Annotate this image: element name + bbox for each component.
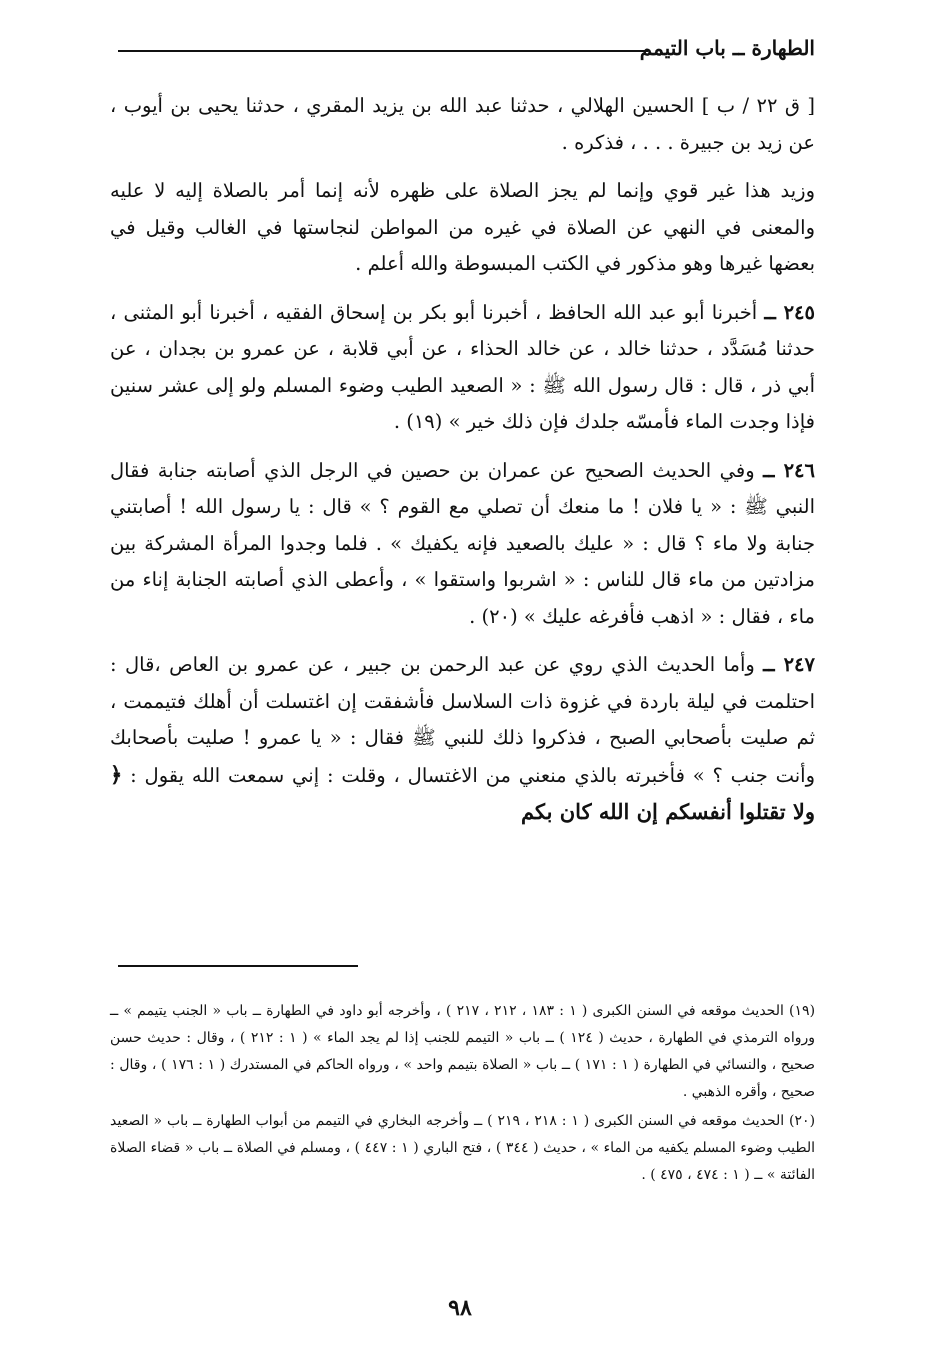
hadith-number: ٢٤٧ ــ — [763, 653, 815, 676]
hadith-245 — [110, 295, 815, 441]
hadith-text: وأما الحديث الذي روي عن عبد الرحمن بن جبير ، عن عمرو بن العاص ،قال : احتلمت في ليلة باردة في غزوة ذات السلاسل فأشفقت إن اغتسلت أن أهلك فتيممت ، ثم صليت بأصحابي الصبح ، فذكروا ذلك للنبي ﷺ فقال : « يا عمرو ! صليت بأصحابك وأنت جنب ؟ » فأخبرته بالذي منعني من الاغتسال ، وقلت : إني سمعت الله يقول : — [110, 653, 816, 787]
footnote-rule — [118, 965, 358, 967]
paragraph-continuation: [ ق ٢٢ / ب ] الحسين الهلالي ، حدثنا عبد الله بن يزيد المقري ، حدثنا يحيى بن أيوب ، عن زيد بن جبيرة . . . ، فذكره . — [110, 94, 815, 154]
running-header — [110, 30, 815, 64]
footnote-20: (٢٠) الحديث موقعه في السنن الكبرى ( ١ : ٢١٨ ، ٢١٩ ) ــ وأخرجه البخاري في التيمم من أبواب الطهارة ــ باب « الصعيد الطيب وضوء المسلم يكفيه من الماء » ، حديث ( ٣٤٤ ) ، فتح الباري ( ١ : ٤٤٧ ) ، ومسلم في الصلاة ــ باب « قضاء الصلاة الفائتة » ــ ( ١ : ٤٧٤ ، ٤٧٥ ) . — [110, 1113, 816, 1183]
page-number: ٩٨ — [448, 1295, 472, 1321]
hadith-247 — [110, 647, 815, 832]
book-page — [110, 30, 815, 1350]
hadith-number: ٢٤٦ ــ — [763, 458, 815, 482]
footnotes — [110, 998, 815, 1191]
hadith-number: ٢٤٥ ــ — [764, 300, 815, 324]
quran-verse: ﴿ ولا تقتلوا أنفسكم إن الله كان بكم — [110, 761, 815, 824]
header-title: الطهارة ــ باب التيمم — [639, 36, 815, 60]
hadith-text: أخبرنا أبو عبد الله الحافظ ، أخبرنا أبو بكر بن إسحاق الفقيه ، أخبرنا أبو المثنى ، حدثنا مُسَدَّد ، حدثنا خالد ، عن خالد الحذاء ، عن أبي قلابة ، عن عمرو بن بجدان ، عن أبي ذر ، قال : قال رسول الله ﷺ : « الصعيد الطيب وضوء المسلم ولو إلى عشر سنين فإذا وجدت الماء فأمسّه جلدك فإن ذلك خير » (١٩) . — [110, 300, 815, 433]
hadith-text: وفي الحديث الصحيح عن عمران بن حصين في الرجل الذي أصابته جنابة فقال النبي ﷺ : « يا فلان ! ما منعك أن تصلي مع القوم ؟ » قال : يا رسول الله ! أصابتني جنابة ولا ماء ؟ قال : « عليك بالصعيد فإنه يكفيك » . فلما وجدوا المرأة المشركة بين مزادتين من ماء قال للناس : « اشربوا واستقوا » ، وأعطى الذي أصابته الجنابة إناء من ماء ، فقال : « اذهب فأفرغه عليك » (٢٠) . — [110, 458, 815, 628]
main-text — [110, 88, 815, 844]
header-rule — [118, 50, 648, 52]
paragraph-commentary: وزيد هذا غير قوي وإنما لم يجز الصلاة على ظهره لأنه إنما أمر بالصلاة إليه لا عليه والمعنى في النهي عن الصلاة في غيره من المواطن لنجاستها في الغالب وقيل في بعضها غيرها وهو مذكور في الكتب المبسوطة والله أعلم . — [110, 179, 815, 275]
footnote-19: (١٩) الحديث موقعه في السنن الكبرى ( ١ : ١٨٣ ، ٢١٢ ، ٢١٧ ) ، وأخرجه أبو داود في الطهارة ــ باب « الجنب يتيمم » ــ ورواه الترمذي في الطهارة ، حديث ( ١٢٤ ) ــ باب « التيمم للجنب إذا لم يجد الماء » ( ١ : ٢١٢ ) ، وقال : حديث حسن صحيح ، والنسائي في الطهارة ( ١ : ١٧١ ) ــ باب « الصلاة بتيمم واحد » ، ورواه الحاكم في المستدرك ( ١ : ١٧٦ ) ، وقال : صحيح ، وأقره الذهبي . — [110, 1003, 816, 1100]
hadith-246 — [110, 453, 815, 636]
